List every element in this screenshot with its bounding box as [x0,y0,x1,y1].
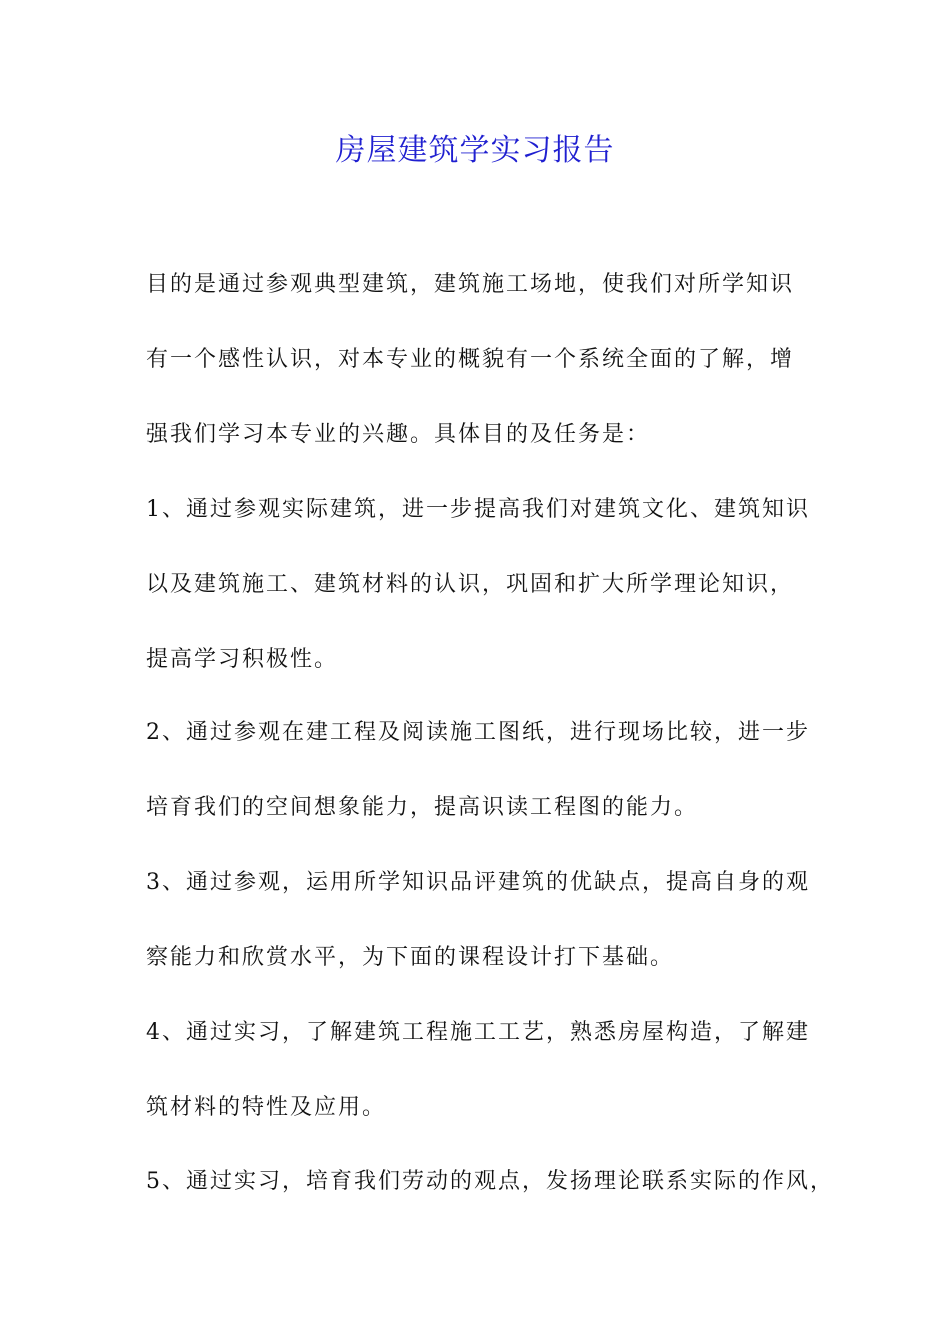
text-line: 强我们学习本专业的兴趣。具体目的及任务是： [146,422,651,447]
text-line: 有一个感性认识，对本专业的概貌有一个系统全面的了解，增 [146,347,795,372]
text-line: 提高学习积极性。 [146,647,339,672]
text-line: 4、通过实习，了解建筑工程施工工艺，熟悉房屋构造，了解建 [146,1020,810,1045]
text-line: 以及建筑施工、建筑材料的认识，巩固和扩大所学理论知识， [146,572,795,597]
text-line: 5、通过实习，培育我们劳动的观点，发扬理论联系实际的作风， [146,1169,834,1194]
text-line: 筑材料的特性及应用。 [146,1095,387,1120]
text-line: 3、通过参观，运用所学知识品评建筑的优缺点，提高自身的观 [146,870,810,895]
text-line: 2、通过参观在建工程及阅读施工图纸，进行现场比较，进一步 [146,720,810,745]
document-title: 房屋建筑学实习报告 [335,133,615,168]
text-line: 察能力和欣赏水平，为下面的课程设计打下基础。 [146,945,675,970]
text-line: 培育我们的空间想象能力，提高识读工程图的能力。 [146,795,699,820]
text-line: 1、通过参观实际建筑，进一步提高我们对建筑文化、建筑知识 [146,497,810,522]
text-line: 目的是通过参观典型建筑，建筑施工场地，使我们对所学知识 [146,272,795,297]
